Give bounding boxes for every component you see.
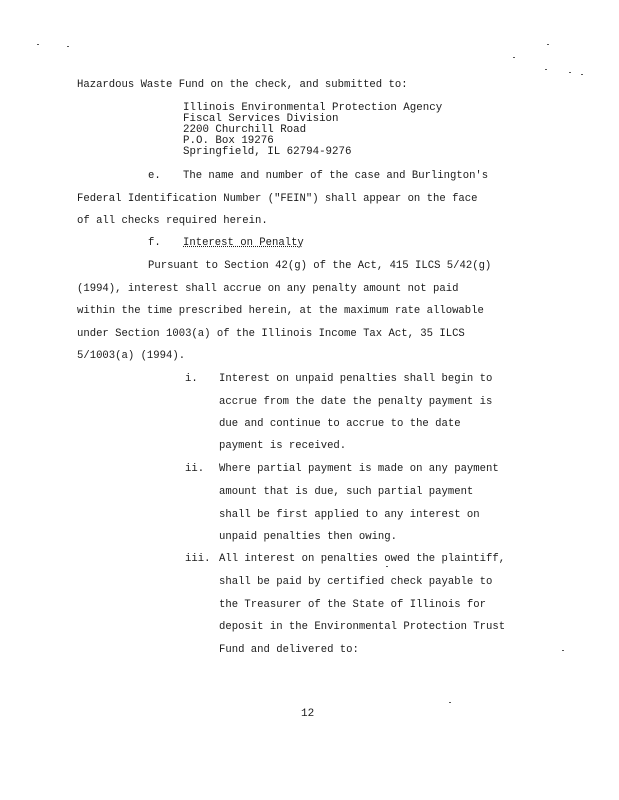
item-e-line: Federal Identification Number ("FEIN") shall appear on the face bbox=[77, 193, 478, 205]
subitem-iii-line: shall be paid by certified check payable to bbox=[219, 576, 493, 588]
subitem-iii-line: Fund and delivered to: bbox=[219, 644, 359, 656]
subitem-ii-line: shall be first applied to any interest on bbox=[219, 509, 480, 521]
scan-speck bbox=[37, 44, 39, 45]
opening-line: Hazardous Waste Fund on the check, and submitted to: bbox=[77, 79, 408, 91]
subitem-ii-line: unpaid penalties then owing. bbox=[219, 531, 398, 543]
address-line: 2200 Churchill Road bbox=[183, 124, 307, 136]
address-line: P.O. Box 19276 bbox=[183, 135, 274, 147]
subitem-i-marker: i. bbox=[185, 373, 198, 385]
subitem-i-line: Interest on unpaid penalties shall begin to bbox=[219, 373, 493, 385]
subitem-iii-line: the Treasurer of the State of Illinois for bbox=[219, 599, 487, 611]
scan-speck bbox=[449, 702, 451, 703]
subitem-ii-marker: ii. bbox=[185, 463, 205, 475]
address-line: Fiscal Services Division bbox=[183, 113, 339, 125]
paragraph-line: 5/1003(a) (1994). bbox=[77, 350, 186, 362]
item-e-line: The name and number of the case and Burlington's bbox=[183, 170, 489, 182]
scan-speck bbox=[67, 46, 69, 47]
paragraph-line: (1994), interest shall accrue on any penalty amount not paid bbox=[77, 283, 459, 295]
scan-speck bbox=[569, 72, 571, 73]
scan-speck bbox=[547, 44, 549, 45]
scan-speck bbox=[545, 69, 547, 70]
scan-speck bbox=[581, 74, 583, 75]
subitem-i-line: due and continue to accrue to the date bbox=[219, 418, 461, 430]
item-e-line: of all checks required herein. bbox=[77, 215, 268, 227]
address-line: Springfield, IL 62794-9276 bbox=[183, 146, 352, 158]
item-f-heading: Interest on Penalty bbox=[183, 237, 304, 249]
subitem-i-line: accrue from the date the penalty payment is bbox=[219, 396, 493, 408]
scan-speck bbox=[513, 57, 515, 58]
scan-speck bbox=[562, 650, 564, 651]
scan-speck bbox=[386, 566, 388, 567]
subitem-iii-marker: iii. bbox=[185, 553, 211, 565]
paragraph-line: under Section 1003(a) of the Illinois Income Tax Act, 35 ILCS bbox=[77, 328, 465, 340]
paragraph-line: within the time prescribed herein, at the maximum rate allowable bbox=[77, 305, 484, 317]
item-e-marker: e. bbox=[148, 170, 161, 182]
subitem-iii-line: All interest on penalties owed the plaintiff, bbox=[219, 553, 506, 565]
subitem-ii-line: Where partial payment is made on any payment bbox=[219, 463, 499, 475]
subitem-ii-line: amount that is due, such partial payment bbox=[219, 486, 474, 498]
page-number: 12 bbox=[301, 708, 315, 720]
item-f-marker: f. bbox=[148, 237, 161, 249]
paragraph-line: Pursuant to Section 42(g) of the Act, 415 ILCS 5/42(g) bbox=[148, 260, 492, 272]
address-line: Illinois Environmental Protection Agency bbox=[183, 102, 443, 114]
subitem-iii-line: deposit in the Environmental Protection Trust bbox=[219, 621, 506, 633]
subitem-i-line: payment is received. bbox=[219, 440, 347, 452]
